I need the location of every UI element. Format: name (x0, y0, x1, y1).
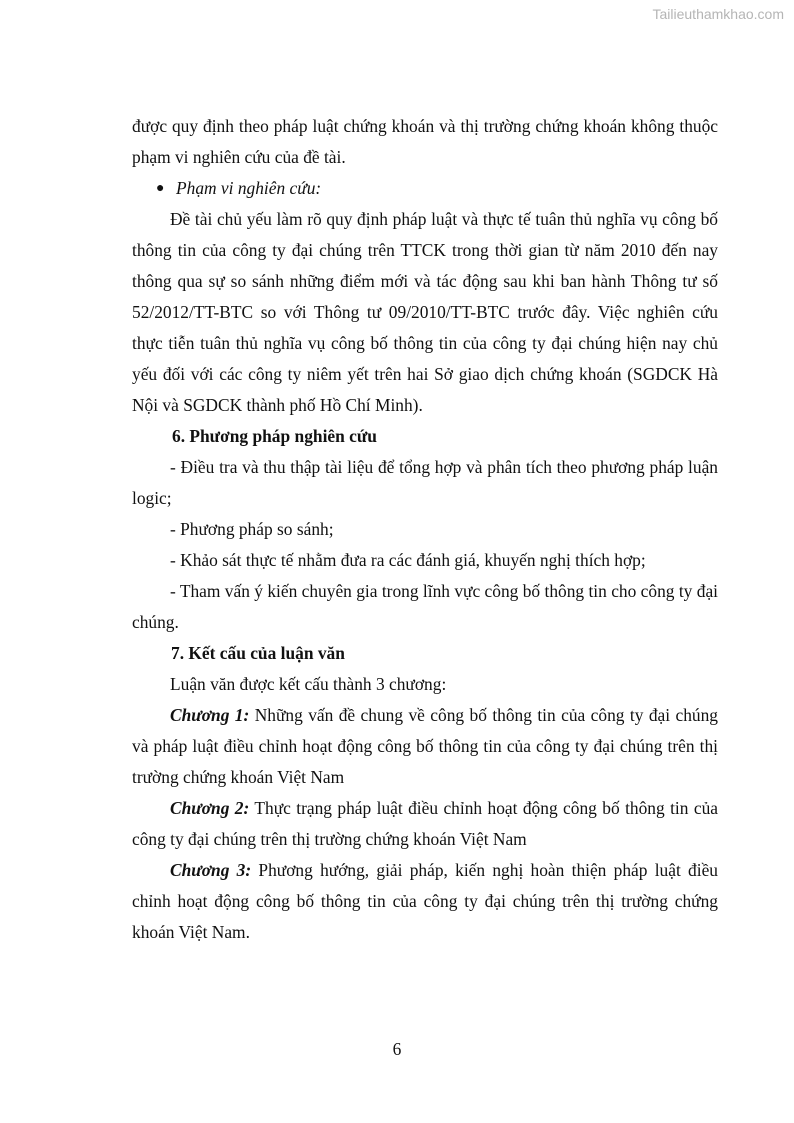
chapter-2-label: Chương 2: (170, 798, 250, 818)
section-heading-7: 7. Kết cấu của luận văn (171, 643, 345, 663)
chapter-1-text: Những vấn đề chung về công bố thông tin của công ty đại chúng và pháp luật điều chỉnh hoạt động công bố thông tin của công ty đại chúng trên thị trường chứng khoán Việt Nam (132, 705, 718, 787)
page-number: 6 (392, 1039, 402, 1059)
scope-bullet (132, 173, 718, 204)
chapter-3-paragraph (132, 855, 718, 948)
method-item: - Phương pháp so sánh; (170, 519, 334, 539)
chapter-2-text: Thực trạng pháp luật điều chỉnh hoạt động công bố thông tin của công ty đại chúng trên thị trường chứng khoán Việt Nam (132, 798, 718, 849)
method-item: - Điều tra và thu thập tài liệu để tổng hợp và phân tích theo phương pháp luận logic; (132, 457, 718, 508)
watermark: Tailieuthamkhao.com (652, 6, 784, 22)
scope-paragraph: Đề tài chủ yếu làm rõ quy định pháp luật và thực tế tuân thủ nghĩa vụ công bố thông tin của công ty đại chúng trên TTCK trong thời gian từ năm 2010 đến nay thông qua sự so sánh những điểm mới và tác động sau khi ban hành Thông tư số 52/2012/TT-BTC so với Thông tư 09/2010/TT-BTC trước đây. Việc nghiên cứu thực tiễn tuân thủ nghĩa vụ công bố thông tin của công ty đại chúng hiện nay chủ yếu đối với các công ty niêm yết trên hai Sở giao dịch chứng khoán (SGDCK Hà Nội và SGDCK thành phố Hồ Chí Minh). (132, 209, 718, 415)
chapter-2-paragraph (132, 793, 718, 855)
chapter-3-label: Chương 3: (170, 860, 252, 880)
intro-paragraph: được quy định theo pháp luật chứng khoán và thị trường chứng khoán không thuộc phạm vi nghiên cứu của đề tài. (132, 116, 718, 167)
bullet-dot-icon: ● (156, 181, 165, 196)
section-heading-6: 6. Phương pháp nghiên cứu (172, 426, 377, 446)
chapter-1-paragraph (132, 700, 718, 793)
structure-intro: Luận văn được kết cấu thành 3 chương: (170, 674, 447, 694)
method-item: - Tham vấn ý kiến chuyên gia trong lĩnh vực công bố thông tin cho công ty đại chúng. (132, 581, 718, 632)
chapter-3-text: Phương hướng, giải pháp, kiến nghị hoàn thiện pháp luật điều chỉnh hoạt động công bố thông tin của công ty đại chúng trên thị trường chứng khoán Việt Nam. (132, 860, 719, 942)
method-item: - Khảo sát thực tế nhằm đưa ra các đánh giá, khuyến nghị thích hợp; (170, 550, 646, 570)
page-body (132, 111, 718, 948)
chapter-1-label: Chương 1: (170, 705, 250, 725)
scope-bullet-label: Phạm vi nghiên cứu: (176, 178, 322, 198)
